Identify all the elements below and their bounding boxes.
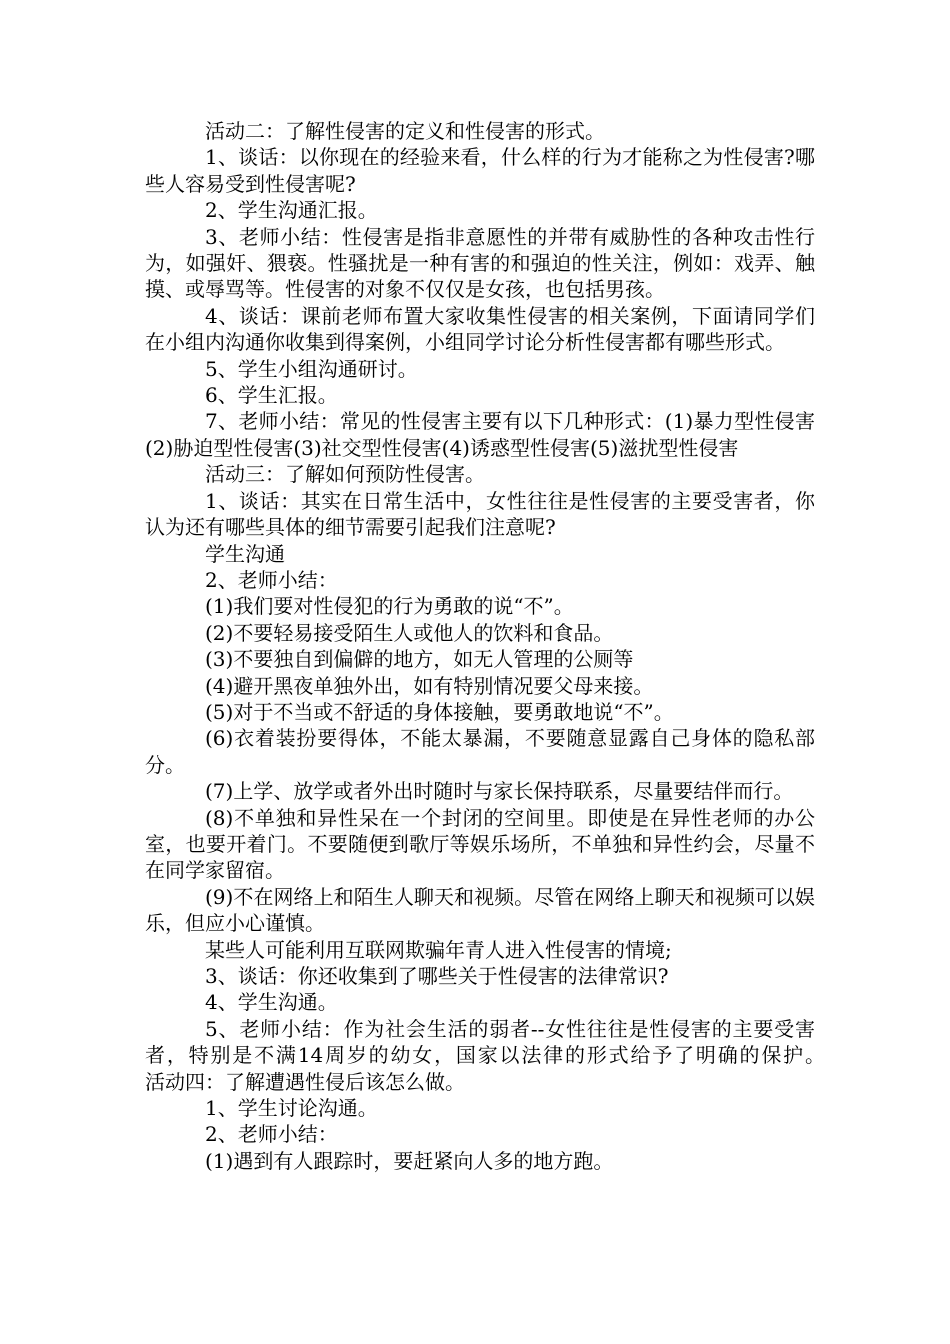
list-item: (4)避开黑夜单独外出，如有特别情况要父母来接。	[205, 673, 654, 698]
paragraph: 4、学生沟通。	[205, 990, 338, 1015]
paragraph: 5、老师小结：作为社会生活的弱者--女性往往是性侵害的主要受害者，特别是不满14周岁的幼女，国家以法律的形式给予了明确的保护。 活动四：了解遭遇性侵后该怎么做。	[145, 1016, 855, 1094]
paragraph: 2、老师小结：	[205, 1122, 338, 1147]
list-item: (6)衣着装扮要得体，不能太暴漏，不要随意显露自己身体的隐私部分。	[145, 726, 815, 777]
paragraph: 3、谈话：你还收集到了哪些关于性侵害的法律常识?	[205, 964, 669, 988]
list-item: (8)不单独和异性呆在一个封闭的空间里。即使是在异性老师的办公室，也要开着门。不要随便到歌厅等娱乐场所，不单独和异性约会，尽量不在同学家留宿。	[145, 805, 815, 883]
document-body	[145, 118, 855, 1174]
paragraph: 3、老师小结：性侵害是指非意愿性的并带有威胁性的各种攻击性行为，如强奸、猥亵。性骚扰是一种有害的和强迫的性关注，例如：戏弄、触摸、或辱骂等。性侵害的对象不仅仅是女孩，也包括男孩。	[145, 224, 815, 302]
list-item: (1)我们要对性侵犯的行为勇敢的说“不”。	[205, 594, 574, 619]
paragraph: 2、老师小结：	[205, 567, 338, 592]
paragraph: 4、谈话：课前老师布置大家收集性侵害的相关案例，下面请同学们在小组内沟通你收集到得案例，小组同学讨论分析性侵害都有哪些形式。	[145, 303, 815, 355]
paragraph-activity-2-heading: 活动二：了解性侵害的定义和性侵害的形式。	[205, 119, 605, 143]
paragraph: 6、学生汇报。	[205, 383, 338, 408]
list-item: (2)不要轻易接受陌生人或他人的饮料和食品。	[205, 620, 614, 645]
list-item: (9)不在网络上和陌生人聊天和视频。尽管在网络上聊天和视频可以娱乐，但应小心谨慎。	[145, 884, 815, 936]
paragraph: 5、学生小组沟通研讨。	[205, 356, 418, 381]
paragraph: 1、谈话：其实在日常生活中，女性往往是性侵害的主要受害者，你认为还有哪些具体的细节需要引起我们注意呢?	[145, 488, 815, 540]
paragraph: 2、学生沟通汇报。	[205, 198, 378, 223]
list-item: (3)不要独自到偏僻的地方，如无人管理的公厕等	[205, 647, 634, 672]
paragraph: 1、谈话：以你现在的经验来看，什么样的行为才能称之为性侵害?哪些人容易受到性侵害呢?	[145, 145, 815, 196]
paragraph: 1、学生讨论沟通。	[205, 1096, 378, 1121]
list-item: (1)遇到有人跟踪时，要赶紧向人多的地方跑。	[205, 1148, 614, 1173]
paragraph: 某些人可能利用互联网欺骗年青人进入性侵害的情境;	[205, 937, 672, 962]
paragraph: 学生沟通	[205, 541, 285, 566]
paragraph-activity-3-heading: 活动三：了解如何预防性侵害。	[205, 462, 485, 487]
paragraph: 7、老师小结：常见的性侵害主要有以下几种形式：(1)暴力型性侵害(2)胁迫型性侵害(3)社交型性侵害(4)诱惑型性侵害(5)滋扰型性侵害	[145, 409, 815, 460]
list-item: (5)对于不当或不舒适的身体接触，要勇敢地说“不”。	[205, 699, 674, 724]
list-item: (7)上学、放学或者外出时随时与家长保持联系，尽量要结伴而行。	[205, 779, 794, 804]
